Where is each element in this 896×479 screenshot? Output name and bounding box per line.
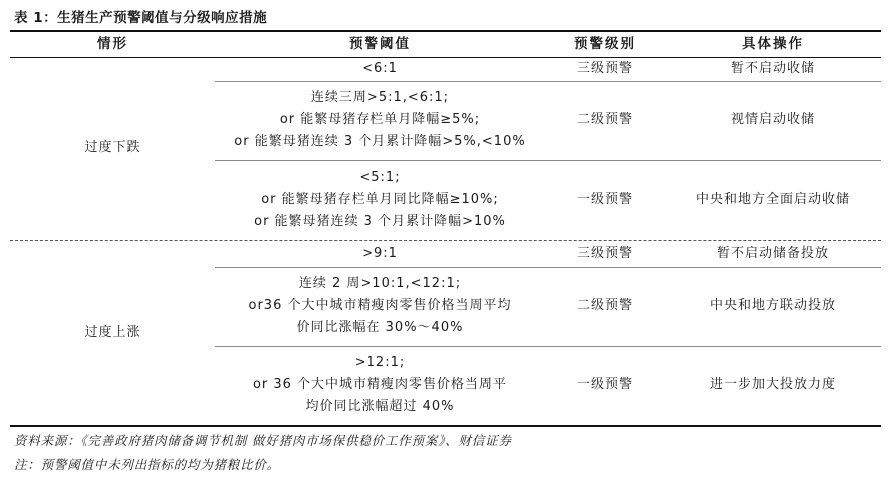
action-cell: 暂不启动收储 xyxy=(730,61,815,76)
threshold-cell xyxy=(215,242,545,266)
threshold-line: or 能繁母猪连续 3 个月累计降幅>5%,<10% xyxy=(234,134,526,149)
threshold-line: or36 个大中城市精瘦肉零售价格当周平均 xyxy=(248,298,512,313)
threshold-line: 连续 2 周>10:1,<12:1; xyxy=(298,276,462,291)
header-threshold: 预警阈值 xyxy=(349,36,411,52)
row-divider xyxy=(215,160,881,161)
level-cell: 二级预警 xyxy=(576,298,633,313)
threshold-cell xyxy=(215,268,545,344)
header-situation: 情形 xyxy=(97,36,128,52)
threshold-cell xyxy=(215,347,545,423)
source-note: 资料来源：《完善政府猪肉储备调节机制 做好猪肉市场保供稳价工作预案》、财信证券 xyxy=(14,433,512,448)
footnote: 注：预警阈值中未列出指标的均为猪粮比价。 xyxy=(14,457,281,472)
threshold-line: <6:1 xyxy=(362,61,398,76)
situation-decline: 过度下跌 xyxy=(84,140,141,155)
threshold-line: <5:1; xyxy=(359,170,401,185)
bottom-rule xyxy=(10,425,881,427)
threshold-line: 价同比涨幅在 30%～40% xyxy=(296,320,464,335)
threshold-line: or 能繁母猪连续 3 个月累计降幅>10% xyxy=(254,214,506,229)
action-cell: 中央和地方全面启动收储 xyxy=(695,192,850,207)
threshold-line: 连续三周>5:1,<6:1; xyxy=(310,90,450,105)
level-cell: 三级预警 xyxy=(576,61,633,76)
level-cell: 一级预警 xyxy=(576,192,633,207)
threshold-line: or 能繁母猪存栏单月降幅≥5%; xyxy=(279,112,481,127)
threshold-line: >9:1 xyxy=(362,246,398,261)
header-level: 预警级别 xyxy=(574,36,636,52)
threshold-line: or 能繁母猪存栏单月同比降幅≥10%; xyxy=(261,192,499,207)
threshold-cell xyxy=(215,82,545,158)
threshold-line: or 36 个大中城市精瘦肉零售价格当周平 xyxy=(252,377,508,392)
group-divider xyxy=(10,240,881,241)
level-cell: 一级预警 xyxy=(576,377,633,392)
threshold-cell xyxy=(215,162,545,238)
action-cell: 进一步加大投放力度 xyxy=(709,377,836,392)
threshold-cell xyxy=(215,58,545,80)
level-cell: 二级预警 xyxy=(576,112,633,127)
threshold-line: >12:1; xyxy=(354,355,406,370)
action-cell: 中央和地方联动投放 xyxy=(709,298,836,313)
situation-rise: 过度上涨 xyxy=(84,325,141,340)
threshold-line: 均价同比涨幅超过 40% xyxy=(305,399,455,414)
header-action: 具体操作 xyxy=(742,36,804,52)
action-cell: 暂不启动储备投放 xyxy=(716,246,829,261)
table-title: 表 1：生猪生产预警阈值与分级响应措施 xyxy=(14,10,268,26)
level-cell: 三级预警 xyxy=(576,246,633,261)
action-cell: 视情启动收储 xyxy=(730,112,815,127)
